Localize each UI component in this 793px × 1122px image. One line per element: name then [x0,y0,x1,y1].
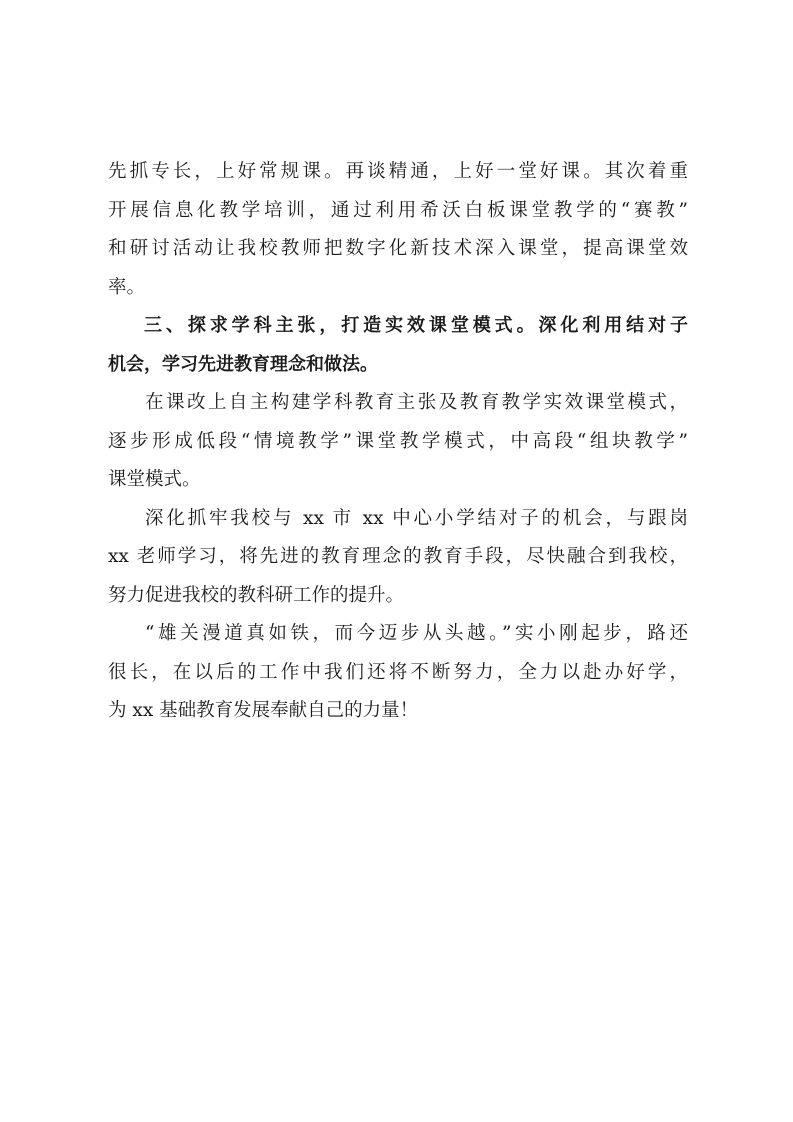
text-line: 努力促进我校的教科研工作的提升。 [108,584,405,606]
paragraph-continuation [108,153,688,307]
heading-line: 机会，学习先进教育理念和做法。 [108,353,378,375]
text-line: 很长，在以后的工作中我们还将不断努力，全力以赴办好学， [108,661,688,683]
text-line: 开展信息化教学培训，通过利用希沃白板课堂教学的“赛教” [108,199,688,221]
document-body [108,153,688,731]
text-line: 和研讨活动让我校教师把数字化新技术深入课堂，提高课堂效 [108,238,688,259]
text-line: 为 xx 基础教育发展奉献自己的力量！ [108,700,419,721]
section-heading [108,307,688,384]
text-line: “雄关漫道真如铁，而今迈步从头越。”实小刚起步，路还 [145,623,688,644]
text-line: 课堂模式。 [108,469,201,490]
paragraph-pairing [108,500,688,616]
heading-line: 三、探求学科主张，打造实效课堂模式。深化利用结对子 [144,315,688,336]
text-line: 深化抓牢我校与 xx 市 xx 中心小学结对子的机会，与跟岗 [145,507,688,529]
text-line: xx 老师学习，将先进的教育理念的教育手段，尽快融合到我校， [108,546,688,567]
paragraph-closing [108,615,688,731]
text-line: 率。 [108,276,146,298]
text-line: 在课改上自主构建学科教育主张及教育教学实效课堂模式， [145,392,688,413]
text-line: 逐步形成低段“情境教学”课堂教学模式，中高段“组块教学” [108,430,688,452]
text-line: 先抓专长，上好常规课。再谈精通，上好一堂好课。其次着重 [108,161,688,182]
paragraph-teaching-mode [108,384,688,500]
